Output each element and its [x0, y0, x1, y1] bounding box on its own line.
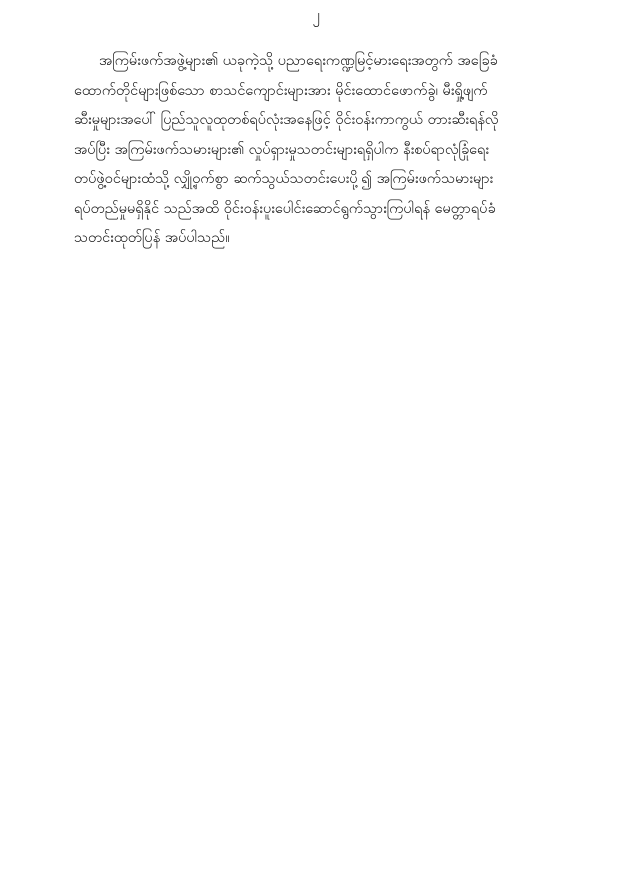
paragraph-line: အကြမ်းဖက်အဖွဲ့များ၏ ယခုကဲ့သို့ ပညာရေးကဏ္ဍမြင့်မားရေးအတွက် အခြေခံ — [99, 53, 498, 69]
paragraph — [74, 47, 581, 254]
paragraph-line: တပ်ဖွဲ့ဝင်များထံသို့ လျှို့ဝှက်စွာ ဆက်သွယ်သတင်းပေးပို့၍ အကြမ်းဖက်သမားများ — [74, 171, 494, 187]
paragraph-line: အပ်ပြီး အကြမ်းဖက်သမားများ၏ လှုပ်ရှားမှုသတင်းများရရှိပါက နီးစပ်ရာလုံခြုံရေး — [74, 141, 490, 158]
page-number: ၂ — [312, 6, 320, 24]
paragraph-line: ဆီးမှုများအပေါ် ပြည်သူလူထုတစ်ရပ်လုံးအနေဖြင့် ဝိုင်းဝန်းကာကွယ် တားဆီးရန်လို — [74, 112, 499, 128]
paragraph-line: ရပ်တည်မှုမရှိနိုင် သည်အထိ ဝိုင်းဝန်းပူးပေါင်းဆောင်ရွက်သွားကြပါရန် မေတ္တာရပ်ခံ — [74, 200, 496, 217]
paragraph-line: ထောက်တိုင်များဖြစ်သော စာသင်ကျောင်းများအား မိုင်းထောင်ဖောက်ခွဲ၊ မီးရှို့ဖျက် — [74, 82, 488, 99]
paragraph-line: သတင်းထုတ်ပြန် အပ်ပါသည်။ — [74, 230, 230, 246]
